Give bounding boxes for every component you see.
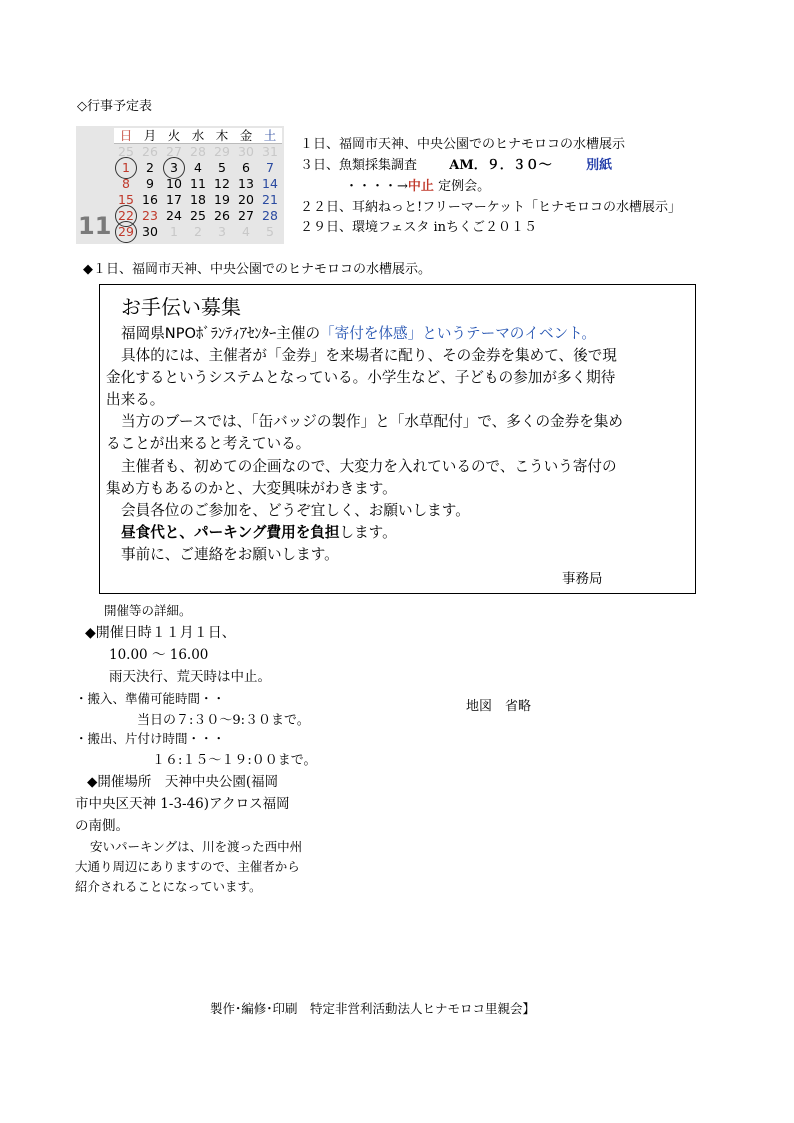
event-3: ２２日、耳納ねっと!フリーマーケット「ヒナモロコの水槽展示」 <box>300 200 682 215</box>
calendar-day: 19 <box>214 192 230 207</box>
details-venue-3: の南側。 <box>75 818 129 834</box>
calendar-day: 17 <box>166 192 182 207</box>
calendar-day: 14 <box>262 176 278 191</box>
calendar-grid <box>114 128 282 240</box>
calendar-day: 10 <box>166 176 182 191</box>
calendar-day: 7 <box>266 160 274 175</box>
details-setup-time: 当日の７:３０～9:３０まで。 <box>137 713 310 728</box>
notice-line-10-bold: 昼食代と、パーキング費用を負担 <box>121 524 340 541</box>
calendar-day: 2 <box>194 224 202 239</box>
notice-line-9: 会員各位のご参加を、どうぞ宜しく、お願いします。 <box>121 502 470 519</box>
calendar-header: 火 <box>162 128 186 144</box>
notice-line-4: 出来る。 <box>106 391 165 408</box>
section-title: ◇行事予定表 <box>77 99 152 114</box>
notice-title: お手伝い募集 <box>121 295 241 319</box>
event-2 <box>300 154 612 173</box>
notice-line-1-b: 「寄付を体感」 <box>320 325 423 342</box>
details-teardown-label: ・搬出、片付け時間・・・ <box>75 731 226 746</box>
calendar-day: 28 <box>190 144 206 159</box>
notice-box <box>99 284 696 594</box>
event-1: １日、福岡市天神、中央公園でのヒナモロコの水槽展示 <box>300 137 626 152</box>
details-intro: 開催等の詳細。 <box>104 603 192 618</box>
calendar-day: 4 <box>194 160 202 175</box>
event-2-note-dots: ・・・・→ <box>345 179 408 194</box>
calendar-day: 29 <box>214 144 230 159</box>
notice-line-10 <box>121 521 397 542</box>
calendar-day: 27 <box>238 208 254 223</box>
calendar-day: 31 <box>262 144 278 159</box>
calendar-day: 1 <box>170 224 178 239</box>
notice-signature: 事務局 <box>562 571 603 587</box>
calendar-day: 24 <box>166 208 182 223</box>
notice-line-1 <box>121 322 596 343</box>
calendar-day: 13 <box>238 176 254 191</box>
calendar-day: 25 <box>118 144 134 159</box>
calendar-day: 9 <box>146 176 154 191</box>
calendar-day: 25 <box>190 208 206 223</box>
details-parking-2: 大通り周辺にありますので、主催者から <box>75 859 300 874</box>
calendar-day: 20 <box>238 192 254 207</box>
calendar-day: 26 <box>214 208 230 223</box>
calendar-header: 金 <box>234 128 258 144</box>
notice-line-8: 集め方もあるのかと、大変興味がわきます。 <box>106 480 397 497</box>
calendar <box>76 126 284 244</box>
details-setup-label: ・搬入、準備可能時間・・ <box>75 691 226 706</box>
notice-line-10-rest: します。 <box>339 524 397 541</box>
calendar-day: 27 <box>166 144 182 159</box>
detail-heading: ◆１日、福岡市天神、中央公園でのヒナモロコの水槽展示。 <box>83 262 431 277</box>
details-parking-1: 安いパーキングは、川を渡った西中州 <box>90 839 303 854</box>
notice-line-7: 主催者も、初めての企画なので、大変力を入れているので、こういう寄付の <box>121 458 617 475</box>
calendar-day: 6 <box>242 160 250 175</box>
calendar-day: 28 <box>262 208 278 223</box>
calendar-day: 30 <box>238 144 254 159</box>
calendar-header: 土 <box>258 128 282 144</box>
details-time: 10.00 〜 16.00 <box>109 647 209 663</box>
notice-line-6: ることが出来ると考えている。 <box>106 435 311 452</box>
event-2-label: ３日、魚類採集調査 <box>300 158 418 173</box>
event-2-note-rest: 定例会。 <box>438 179 491 194</box>
calendar-day: 26 <box>142 144 158 159</box>
footer: 製作･編修･印刷 特定非営利活動法人ヒナモロコ里親会】 <box>210 1001 536 1016</box>
calendar-day: 2 <box>146 160 154 175</box>
calendar-day: 15 <box>118 192 134 207</box>
notice-line-11: 事前に、ご連絡をお願いします。 <box>121 546 339 563</box>
notice-line-1-a: 福岡県NPOﾎﾞﾗﾝﾃｨｱｾﾝﾀｰ主催の <box>121 325 321 342</box>
calendar-day: 21 <box>262 192 278 207</box>
calendar-day: 8 <box>122 176 130 191</box>
event-2-ref: 別紙 <box>586 158 613 173</box>
calendar-header: 水 <box>186 128 210 144</box>
event-2-time: AM．９．３０～ <box>449 158 552 173</box>
calendar-day: 4 <box>242 224 250 239</box>
calendar-header: 日 <box>114 128 138 144</box>
map-note: 地図 省略 <box>466 699 532 714</box>
details-venue-1: ◆開催場所 天神中央公園(福岡 <box>87 774 279 790</box>
calendar-header: 月 <box>138 128 162 144</box>
details-date-heading: ◆開催日時１１月１日、 <box>85 625 236 641</box>
calendar-day: 11 <box>190 176 206 191</box>
event-4: ２９日、環境フェスタ inちくご２０１５ <box>300 220 538 235</box>
notice-line-5: 当方のブースでは、「缶バッジの製作」と「水草配付」で、多くの金券を集め <box>121 413 624 430</box>
calendar-day: 12 <box>214 176 230 191</box>
calendar-day: 22 <box>114 208 138 224</box>
calendar-day: 30 <box>142 224 158 239</box>
notice-line-1-highlight <box>320 325 596 342</box>
calendar-day: 5 <box>266 224 274 239</box>
notice-line-1-c: というテーマのイベント。 <box>422 325 597 342</box>
calendar-day: 16 <box>142 192 158 207</box>
calendar-day: 5 <box>218 160 226 175</box>
calendar-day: 3 <box>162 160 186 176</box>
event-2-note-cancel: 中止 <box>407 179 434 194</box>
calendar-day: 3 <box>218 224 226 239</box>
notice-line-2: 具体的には、主催者が「金券」を来場者に配り、その金券を集めて、後で現 <box>121 347 617 364</box>
calendar-day: 18 <box>190 192 206 207</box>
details-parking-3: 紹介されることになっています。 <box>75 879 262 894</box>
calendar-day: 23 <box>142 208 158 223</box>
notice-line-3: 金化するというシステムとなっている。小学生など、子どもの参加が多く期待 <box>106 369 616 386</box>
calendar-day: 1 <box>114 160 138 176</box>
calendar-header: 木 <box>210 128 234 144</box>
calendar-month: 11 <box>78 212 112 240</box>
details-venue-2: 市中央区天神 1-3-46)アクロス福岡 <box>75 796 290 812</box>
details-teardown-time: １６:１５～１９:００まで。 <box>152 753 317 768</box>
calendar-day: 29 <box>114 224 138 240</box>
event-2-note <box>345 175 490 194</box>
details-rain: 雨天決行、荒天時は中止。 <box>109 669 271 685</box>
